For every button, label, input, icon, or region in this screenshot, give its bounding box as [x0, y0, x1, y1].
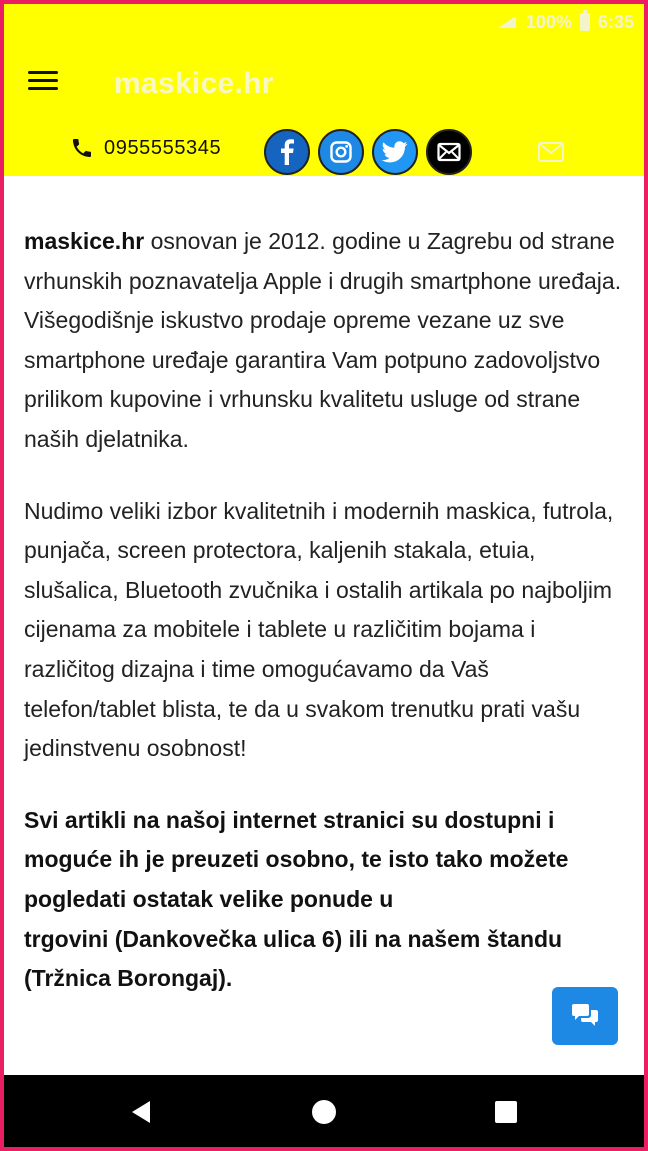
app-frame: [4, 4, 644, 1147]
email-button[interactable]: [426, 129, 472, 175]
phone-link[interactable]: [70, 136, 221, 160]
menu-button[interactable]: [26, 66, 60, 96]
intro-paragraph: [24, 222, 624, 460]
hamburger-line: [28, 87, 58, 90]
social-links: [264, 129, 472, 175]
phone-icon: [70, 136, 94, 160]
phone-number: 0955555345: [104, 136, 222, 159]
signal-icon: [496, 14, 518, 30]
store-locations-text: trgovini (Dankovečka ulica 6) ili na našem štandu (Tržnica Borongaj).: [24, 925, 563, 992]
intro-text: osnovan je 2012. godine u Zagrebu od strane vrhunskih poznavatelja Apple i drugih smartphone uređaja. Višegodišnje iskustvo prodaje opreme vezane uz sve smartphone uređaje garantira Vam potpuno zadovoljstvo prilikom kupovine i vrhunsku kvalitetu usluge od strane naših djelatnika.: [24, 228, 622, 452]
hamburger-line: [28, 71, 58, 74]
instagram-button[interactable]: [318, 129, 364, 175]
instagram-icon: [329, 140, 353, 164]
back-icon[interactable]: [128, 1099, 154, 1125]
home-icon[interactable]: [311, 1099, 337, 1125]
battery-percent: 100%: [525, 11, 572, 32]
facebook-button[interactable]: [264, 129, 310, 175]
site-logo[interactable]: maskice.hr: [114, 67, 274, 100]
twitter-button[interactable]: [372, 129, 418, 175]
facebook-icon: [276, 139, 298, 165]
status-bar: [496, 10, 634, 34]
availability-paragraph: [24, 801, 624, 999]
chat-button[interactable]: [552, 987, 618, 1045]
about-content: [24, 222, 624, 1031]
availability-text: Svi artikli na našoj internet stranici su dostupni i moguće ih je preuzeti osobno, te isto tako možete pogledati ostatak velike ponude u: [24, 806, 569, 912]
site-header: [4, 4, 644, 176]
brand-name: maskice.hr: [24, 228, 145, 254]
offer-paragraph: Nudimo veliki izbor kvalitetnih i modernih maskica, futrola, punjača, screen protectora, kaljenih stakala, etuia, slušalica, Bluetooth zvučnika i ostalih artikala po najboljim cijenama za mobitele i tablete u različitim bojama i različitog dizajna i time omogućavamo da Vaš telefon/tablet blista, te da u svakom trenutku prati vašu jedinstvenu osobnost!: [24, 497, 614, 762]
twitter-icon: [382, 141, 408, 163]
system-navigation-bar: [4, 1075, 644, 1147]
recent-apps-icon[interactable]: [493, 1099, 519, 1125]
chat-bubbles-icon: [570, 1003, 600, 1029]
email-icon: [437, 142, 461, 162]
clock: 6:35: [597, 11, 634, 32]
hamburger-line: [28, 79, 58, 82]
battery-icon: [580, 13, 590, 31]
envelope-icon[interactable]: [538, 142, 564, 162]
